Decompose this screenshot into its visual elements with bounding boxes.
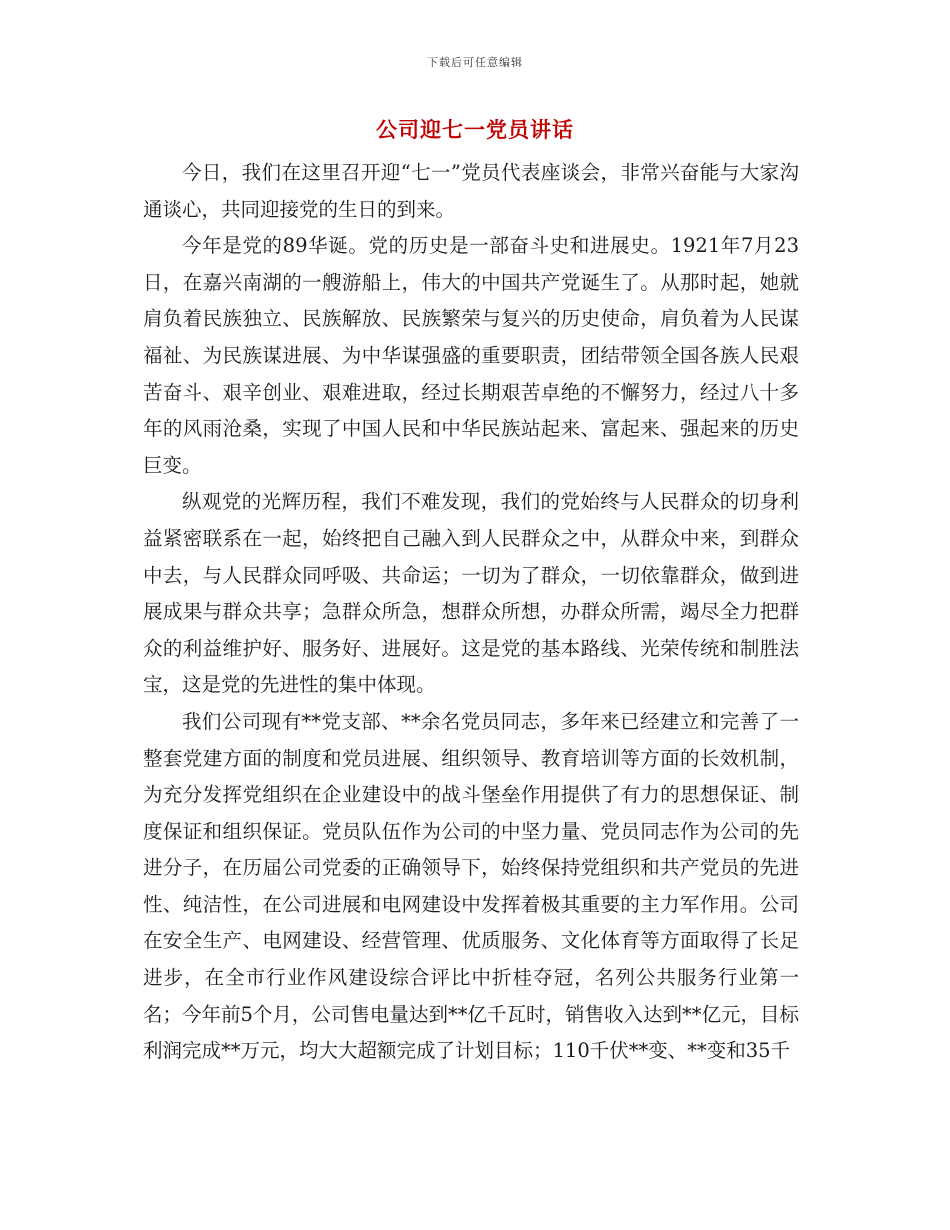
document-title: 公司迎七一党员讲话	[376, 117, 574, 142]
document-body	[143, 155, 799, 1070]
paragraph-2: 今年是党的89华诞。党的历史是一部奋斗史和进展史。1921年7月23日，在嘉兴南湖的一艘游船上，伟大的中国共产党诞生了。从那时起，她就肩负着民族独立、民族解放、民族繁荣与复兴的历史使命，肩负着为人民谋福祉、为民族谋进展、为中华谋强盛的重要职责，团结带领全国各族人民艰苦奋斗、艰辛创业、艰难进取，经过长期艰苦卓绝的不懈努力，经过八十多年的风雨沧桑，实现了中国人民和中华民族站起来、富起来、强起来的历史巨变。	[143, 234, 799, 477]
paragraph-4: 我们公司现有**党支部、**余名党员同志，多年来已经建立和完善了一整套党建方面的制度和党员进展、组织领导、教育培训等方面的长效机制，为充分发挥党组织在企业建设中的战斗堡垒作用提供了有力的思想保证、制度保证和组织保证。党员队伍作为公司的中坚力量、党员同志作为公司的先进分子，在历届公司党委的正确领导下，始终保持党组织和共产党员的先进性、纯洁性，在公司进展和电网建设中发挥着极其重要的主力军作用。公司在安全生产、电网建设、经营管理、优质服务、文化体育等方面取得了长足进步，在全市行业作风建设综合评比中折桂夺冠，名列公共服务行业第一名；今年前5个月，公司售电量达到**亿千瓦时，销售收入达到**亿元，目标利润完成**万元，均大大超额完成了计划目标；110千伏**变、**变和35千	[143, 709, 799, 1063]
header-note: 下载后可任意编辑	[427, 56, 523, 69]
paragraph-3: 纵观党的光辉历程，我们不难发现，我们的党始终与人民群众的切身利益紧密联系在一起，始终把自己融入到人民群众之中，从群众中来，到群众中去，与人民群众同呼吸、共命运；一切为了群众，一切依靠群众，做到进展成果与群众共享；急群众所急，想群众所想，办群众所需，竭尽全力把群众的利益维护好、服务好、进展好。这是党的基本路线、光荣传统和制胜法宝，这是党的先进性的集中体现。	[143, 490, 799, 697]
paragraph-1: 今日，我们在这里召开迎“七一”党员代表座谈会，非常兴奋能与大家沟通谈心，共同迎接党的生日的到来。	[143, 161, 799, 221]
